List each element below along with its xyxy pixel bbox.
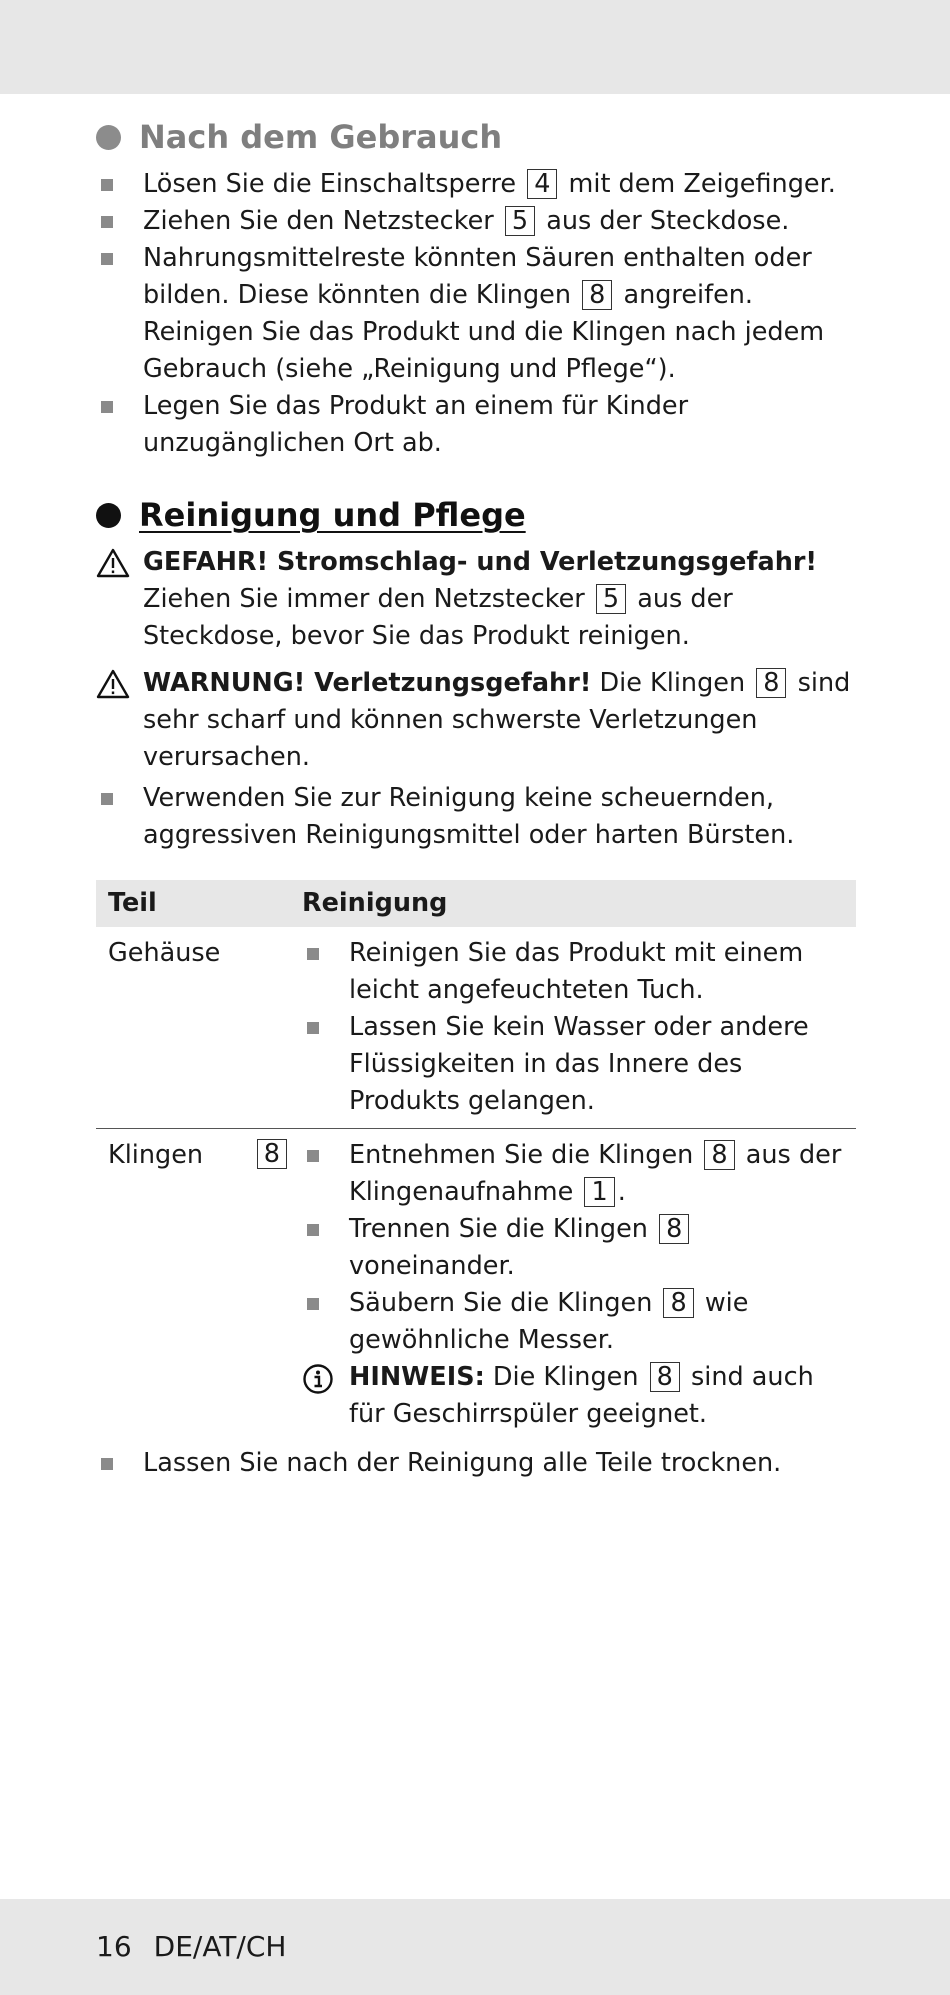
section-dot-icon (96, 503, 121, 528)
square-bullet-icon (101, 401, 113, 413)
cleaning-table (96, 880, 856, 1441)
info-icon (302, 1363, 334, 1395)
table-cell-instructions (290, 927, 856, 1129)
warning-notice: WARNUNG! Verletzungsgefahr! Die Klingen 8 sind sehr scharf und können schwerste Verletzungen verursachen. (96, 665, 856, 776)
part-ref-box: 8 (257, 1139, 287, 1169)
section-dot-icon (96, 125, 121, 150)
square-bullet-icon (101, 253, 113, 265)
page-content (96, 112, 856, 1482)
list-item: Trennen Sie die Klingen 8 voneinander. (302, 1211, 844, 1285)
square-bullet-icon (307, 1022, 319, 1034)
part-ref-box: 5 (596, 584, 626, 614)
section-heading (96, 490, 856, 540)
square-bullet-icon (101, 179, 113, 191)
bullet-list (96, 166, 856, 462)
page-number: 16 (96, 1930, 132, 1963)
table-cell-instructions (290, 1129, 856, 1442)
part-ref-box: 8 (663, 1288, 693, 1318)
square-bullet-icon (307, 1224, 319, 1236)
part-ref-box: 4 (527, 169, 557, 199)
square-bullet-icon (101, 793, 113, 805)
section-title: Reinigung und Pflege (139, 496, 526, 534)
part-ref-box: 1 (584, 1177, 614, 1207)
list-item: Lassen Sie nach der Reinigung alle Teile trocknen. (96, 1445, 856, 1482)
section-nach-dem-gebrauch (96, 112, 856, 462)
list-item: Lösen Sie die Einschaltsperre 4 mit dem Zeigefinger. (96, 166, 856, 203)
square-bullet-icon (307, 948, 319, 960)
list-item: Legen Sie das Produkt an einem für Kinder unzugänglichen Ort ab. (96, 388, 856, 462)
list-item: Entnehmen Sie die Klingen 8 aus der Klingenaufnahme 1 . (302, 1137, 844, 1211)
part-ref-box: 8 (704, 1140, 734, 1170)
hint-note: HINWEIS: Die Klingen 8 sind auch für Geschirrspüler geeignet. (302, 1359, 844, 1433)
table-header-reinigung: Reinigung (290, 880, 856, 927)
instruction-list (302, 1137, 844, 1433)
list-item: Nahrungsmittelreste könnten Säuren enthalten oder bilden. Diese könnten die Klingen 8 angreifen. Reinigen Sie das Produkt und die Klingen nach jedem Gebrauch (siehe „Reinigung und Pflege“). (96, 240, 856, 388)
instruction-list (302, 935, 844, 1120)
part-ref-box: 8 (659, 1214, 689, 1244)
part-ref-box: 8 (650, 1362, 680, 1392)
section-title: Nach dem Gebrauch (139, 118, 503, 156)
bullet-list (96, 1445, 856, 1482)
list-item: Lassen Sie kein Wasser oder andere Flüssigkeiten in das Innere des Produkts gelangen. (302, 1009, 844, 1120)
bullet-list (96, 780, 856, 854)
square-bullet-icon (307, 1150, 319, 1162)
list-item: Verwenden Sie zur Reinigung keine scheuernden, aggressiven Reinigungsmittel oder harten Bürsten. (96, 780, 856, 854)
part-ref-box: 5 (505, 206, 535, 236)
danger-notice: GEFAHR! Stromschlag- und Verletzungsgefahr! Ziehen Sie immer den Netzstecker 5 aus der Steckdose, bevor Sie das Produkt reinigen. (96, 544, 856, 655)
region-label: DE/AT/CH (153, 1930, 287, 1963)
table-header-teil: Teil (96, 880, 290, 927)
page-footer (96, 1930, 308, 1963)
table-header-row (96, 880, 856, 927)
table-cell-part: Klingen 8 (96, 1129, 290, 1442)
square-bullet-icon (101, 216, 113, 228)
top-band (0, 0, 950, 94)
warning-triangle-icon (96, 669, 130, 699)
table-row (96, 927, 856, 1129)
table-cell-part: Gehäuse (96, 927, 290, 1129)
table-row (96, 1129, 856, 1442)
square-bullet-icon (101, 1458, 113, 1470)
hint-label: HINWEIS: (349, 1362, 485, 1392)
list-item: Ziehen Sie den Netzstecker 5 aus der Steckdose. (96, 203, 856, 240)
part-ref-box: 8 (756, 668, 786, 698)
warning-triangle-icon (96, 548, 130, 578)
part-ref-box: 8 (582, 280, 612, 310)
warning-label: WARNUNG! Verletzungsgefahr! (143, 668, 592, 698)
danger-label: GEFAHR! Stromschlag- und Verletzungsgefahr! (143, 547, 818, 577)
list-item: Säubern Sie die Klingen 8 wie gewöhnliche Messer. (302, 1285, 844, 1359)
square-bullet-icon (307, 1298, 319, 1310)
list-item: Reinigen Sie das Produkt mit einem leicht angefeuchteten Tuch. (302, 935, 844, 1009)
section-heading (96, 112, 856, 162)
section-reinigung-und-pflege (96, 490, 856, 1482)
